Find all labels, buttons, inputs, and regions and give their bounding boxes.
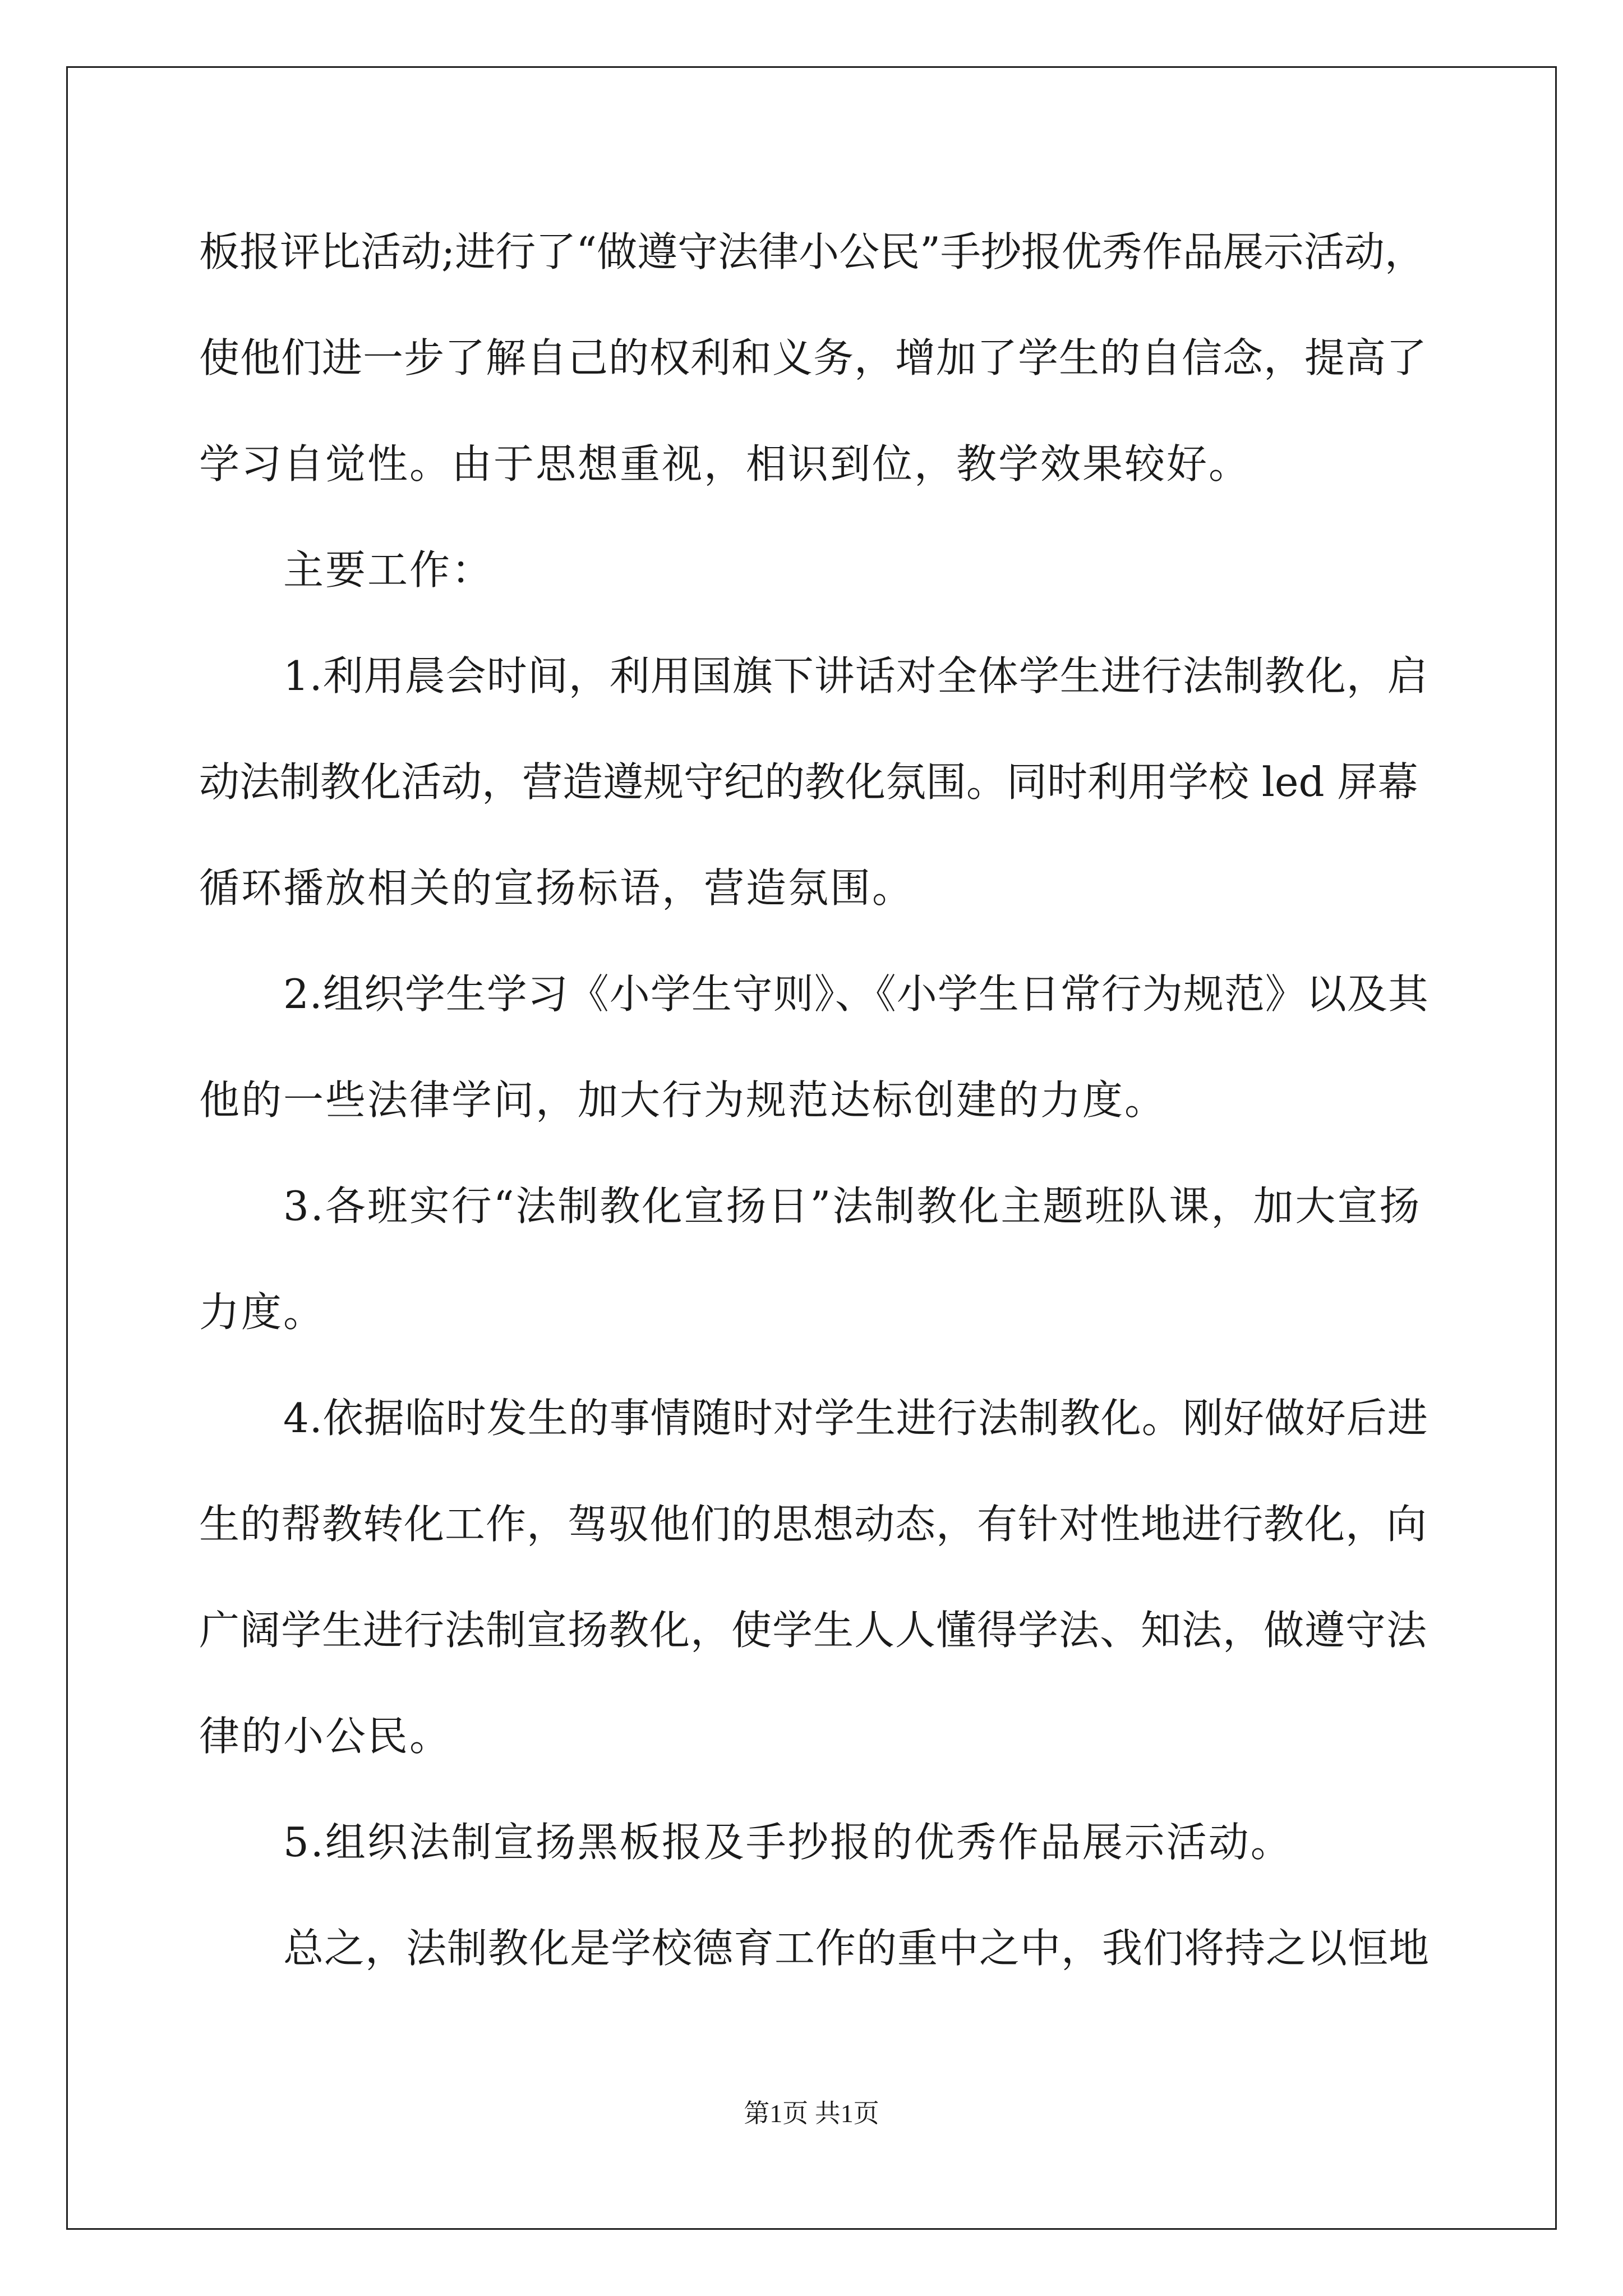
list-item-5: 5.组织法制宣扬黑板报及手抄报的优秀作品展示活动。: [283, 1819, 1293, 1866]
list-item-4: 4.依据临时发生的事情随时对学生进行法制教化。刚好做好后进: [283, 1395, 1428, 1442]
list-item-1: 1.利用晨会时间，利用国旗下讲话对全体学生进行法制教化，启: [283, 652, 1428, 700]
text-line: 律的小公民。: [199, 1713, 452, 1760]
text-line: 生的帮教转化工作，驾驭他们的思想动态，有针对性地进行教化，向: [199, 1501, 1428, 1548]
text-line: 学习自觉性。由于思想重视，相识到位，教学效果较好。: [199, 440, 1251, 487]
page-number-footer: 第1页 共1页: [744, 2099, 879, 2128]
text-line: 动法制教化活动，营造遵规守纪的教化氛围。同时利用学校 led 屏幕: [199, 758, 1418, 806]
text-line: 板报评比活动;进行了“做遵守法律小公民”手抄报优秀作品展示活动，: [199, 228, 1425, 275]
text-line: 力度。: [199, 1289, 326, 1336]
document-body: [199, 199, 1430, 2001]
conclusion-line: 总之，法制教化是学校德育工作的重中之中，我们将持之以恒地: [283, 1925, 1430, 1972]
text-line: 他的一些法律学问，加大行为规范达标创建的力度。: [199, 1076, 1167, 1124]
text-line: 使他们进一步了解自己的权利和义务，增加了学生的自信念，提高了: [199, 334, 1428, 381]
text-line: 循环播放相关的宣扬标语，营造氛围。: [199, 864, 915, 912]
section-heading: 主要工作：: [283, 546, 494, 593]
list-item-3: 3.各班实行“法制教化宣扬日”法制教化主题班队课，加大宣扬: [283, 1182, 1422, 1230]
text-line: 广阔学生进行法制宣扬教化，使学生人人懂得学法、知法，做遵守法: [199, 1607, 1428, 1654]
list-item-2: 2.组织学生学习《小学生守则》、《小学生日常行为规范》以及其: [283, 970, 1429, 1018]
